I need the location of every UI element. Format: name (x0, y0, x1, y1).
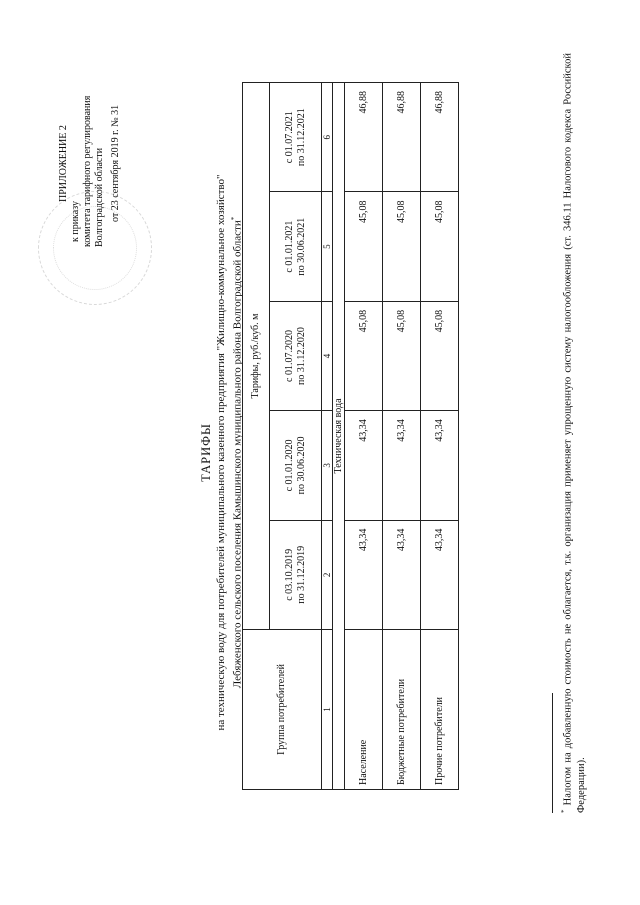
tariff-cell: 45,08 (421, 192, 459, 301)
appendix-region: Волгоградской области (94, 147, 105, 247)
column-number-row (322, 83, 333, 790)
tariff-cell: 45,08 (421, 301, 459, 410)
header-period: с 03.10.2019 по 31.12.2019 (270, 520, 322, 629)
table-row (345, 83, 383, 790)
header-period: с 01.01.2021 по 30.06.2021 (270, 192, 322, 301)
section-title: Техническая вода (333, 83, 345, 790)
column-number: 3 (322, 411, 333, 520)
column-number: 2 (322, 520, 333, 629)
appendix-order-ref: к приказу (70, 201, 81, 242)
consumer-group-cell: Бюджетные потребители (383, 630, 421, 790)
document-title: ТАРИФЫ (199, 423, 213, 482)
consumer-group-cell: Население (345, 630, 383, 790)
tariff-cell: 43,34 (345, 411, 383, 520)
column-number: 1 (322, 630, 333, 790)
heading-line-2: Лебяженского сельского поселения Камышинского муниципального района Волгоградской области* (230, 216, 244, 689)
table-row (421, 83, 459, 790)
tariff-cell: 45,08 (383, 192, 421, 301)
heading-footnote-mark: * (230, 216, 238, 221)
tariff-cell: 46,88 (383, 83, 421, 192)
footnote-mark: * (560, 809, 568, 813)
tariff-cell: 46,88 (421, 83, 459, 192)
tariff-table (242, 82, 459, 790)
header-period: с 01.07.2021 по 31.12.2021 (270, 83, 322, 192)
footnote (558, 53, 588, 813)
tariff-cell: 43,34 (383, 520, 421, 629)
column-number: 6 (322, 83, 333, 192)
tariff-cell: 46,88 (345, 83, 383, 192)
header-consumer-group: Группа потребителей (243, 630, 322, 790)
footnote-text: Налогом на добавленную стоимость не облагается, т.к. организация применяет упрощенную систему налогообложения (ст. 346.11 Налогового кодекса Российской Федерации). (562, 53, 587, 813)
table-row (383, 83, 421, 790)
tariff-cell: 43,34 (421, 520, 459, 629)
column-number: 4 (322, 301, 333, 410)
header-period: с 01.01.2020 по 30.06.2020 (270, 411, 322, 520)
tariff-cell: 43,34 (345, 520, 383, 629)
appendix-title: ПРИЛОЖЕНИЕ 2 (58, 125, 69, 202)
document-heading (200, 40, 245, 865)
footnote-separator (552, 693, 553, 813)
appendix-block (58, 47, 122, 297)
header-period: с 01.07.2020 по 31.12.2020 (270, 301, 322, 410)
heading-line-1: на техническую воду для потребителей муниципального казенного предприятия "Жилищно-коммунальное хозяйство" (215, 174, 227, 731)
appendix-committee: комитета тарифного регулирования (82, 95, 93, 247)
column-number: 5 (322, 192, 333, 301)
tariff-cell: 45,08 (345, 192, 383, 301)
appendix-date: от 23 сентября 2019 г. № 31 (110, 104, 121, 222)
tariff-cell: 43,34 (383, 411, 421, 520)
tariff-cell: 45,08 (345, 301, 383, 410)
header-tariffs: Тарифы, руб./куб. м (243, 83, 270, 630)
consumer-group-cell: Прочие потребители (421, 630, 459, 790)
tariff-cell: 43,34 (421, 411, 459, 520)
section-row (333, 83, 345, 790)
tariff-cell: 45,08 (383, 301, 421, 410)
